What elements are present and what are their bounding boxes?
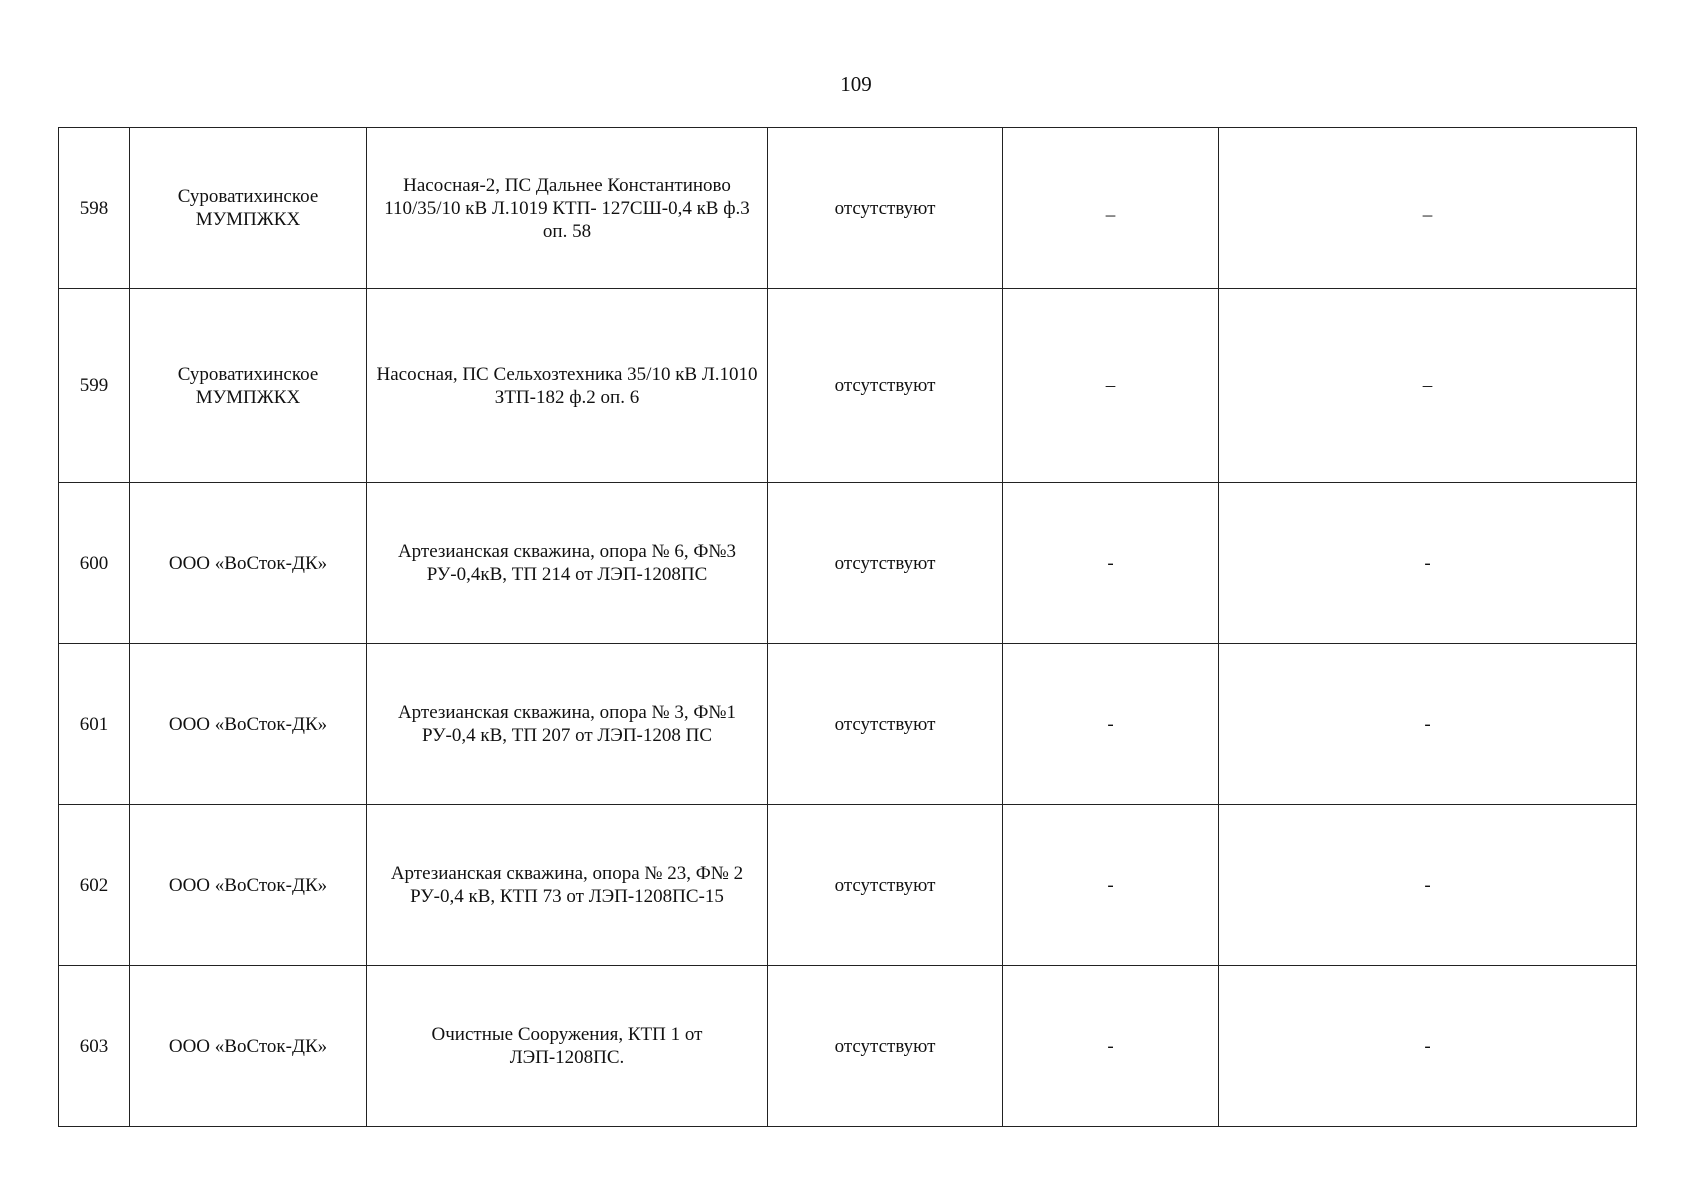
object-cell: Очистные Сооружения, КТП 1 от ЛЭП-1208ПС. <box>367 966 768 1127</box>
table-row <box>59 966 1637 1127</box>
owner-cell: Суроватихинское МУМПЖКХ <box>130 289 367 483</box>
column-5-cell: - <box>1003 483 1219 644</box>
owner-cell: ООО «ВоСток-ДК» <box>130 805 367 966</box>
owner-cell: ООО «ВоСток-ДК» <box>130 644 367 805</box>
owner-cell: ООО «ВоСток-ДК» <box>130 966 367 1127</box>
owner-cell: ООО «ВоСток-ДК» <box>130 483 367 644</box>
column-6-cell: - <box>1219 966 1637 1127</box>
status-cell: отсутствуют <box>768 966 1003 1127</box>
column-6-cell: - <box>1219 644 1637 805</box>
table-row <box>59 128 1637 289</box>
status-cell: отсутствуют <box>768 128 1003 289</box>
page-number: 109 <box>840 72 872 96</box>
object-cell: Артезианская скважина, опора № 23, Ф№ 2 РУ-0,4 кВ, КТП 73 от ЛЭП-1208ПС-15 <box>367 805 768 966</box>
records-table <box>58 127 1637 1127</box>
owner-cell: Суроватихинское МУМПЖКХ <box>130 128 367 289</box>
row-number-cell: 603 <box>59 966 130 1127</box>
column-6-cell: – <box>1219 289 1637 483</box>
column-6-cell: - <box>1219 805 1637 966</box>
row-number-cell: 600 <box>59 483 130 644</box>
column-6-cell: _ <box>1219 128 1637 289</box>
column-6-cell: - <box>1219 483 1637 644</box>
status-cell: отсутствуют <box>768 644 1003 805</box>
row-number-cell: 599 <box>59 289 130 483</box>
column-5-cell: - <box>1003 644 1219 805</box>
object-cell: Артезианская скважина, опора № 6, Ф№3 РУ-0,4кВ, ТП 214 от ЛЭП-1208ПС <box>367 483 768 644</box>
column-5-cell: – <box>1003 289 1219 483</box>
object-cell: Артезианская скважина, опора № 3, Ф№1 РУ-0,4 кВ, ТП 207 от ЛЭП-1208 ПС <box>367 644 768 805</box>
table-row <box>59 289 1637 483</box>
status-cell: отсутствуют <box>768 483 1003 644</box>
table-row <box>59 805 1637 966</box>
row-number-cell: 598 <box>59 128 130 289</box>
column-5-cell: - <box>1003 966 1219 1127</box>
object-cell: Насосная, ПС Сельхозтехника 35/10 кВ Л.1010 ЗТП-182 ф.2 оп. 6 <box>367 289 768 483</box>
status-cell: отсутствуют <box>768 289 1003 483</box>
table-row <box>59 483 1637 644</box>
row-number-cell: 602 <box>59 805 130 966</box>
row-number-cell: 601 <box>59 644 130 805</box>
column-5-cell: - <box>1003 805 1219 966</box>
status-cell: отсутствуют <box>768 805 1003 966</box>
table-row <box>59 644 1637 805</box>
object-cell: Насосная-2, ПС Дальнее Константиново 110/35/10 кВ Л.1019 КТП- 127СШ-0,4 кВ ф.3 оп. 58 <box>367 128 768 289</box>
column-5-cell: _ <box>1003 128 1219 289</box>
